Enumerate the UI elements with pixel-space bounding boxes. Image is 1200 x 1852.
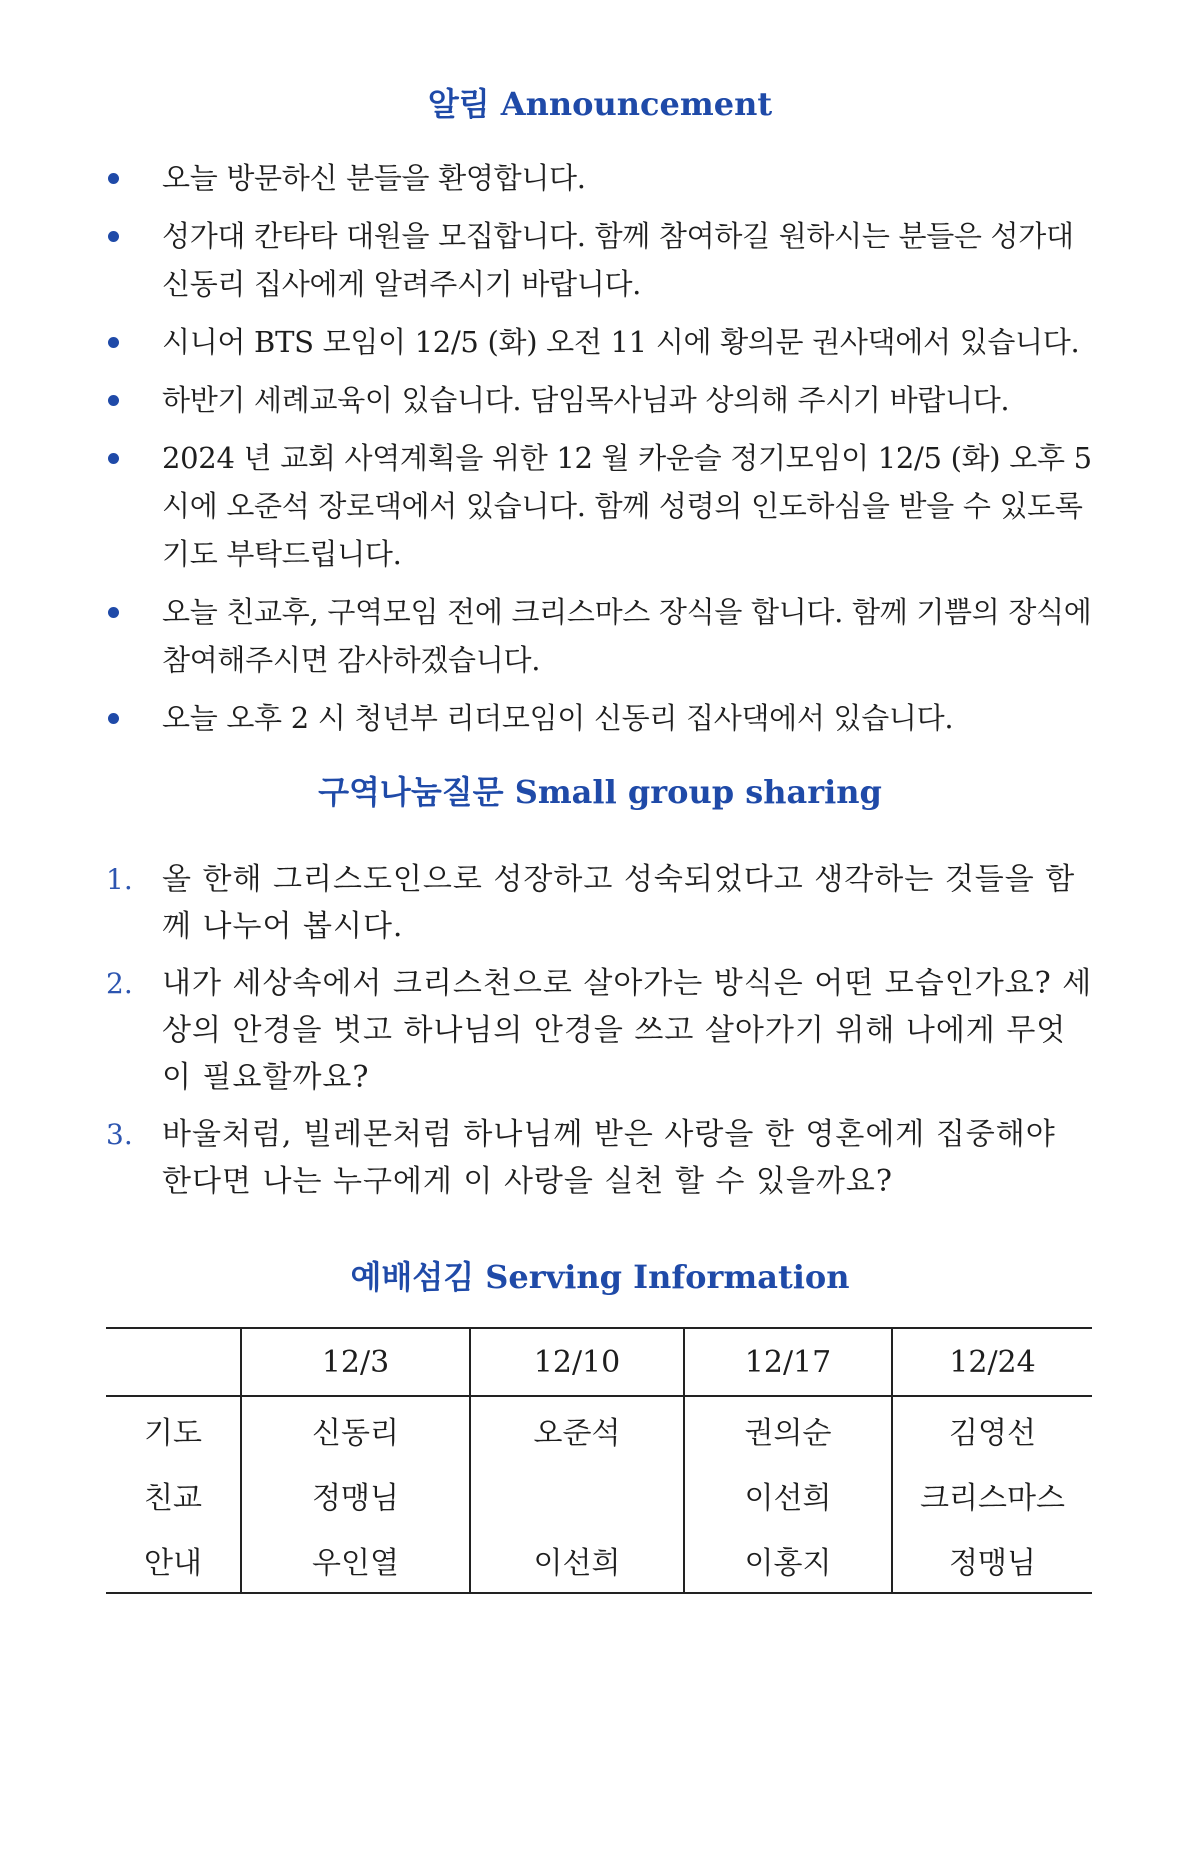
role-cell: 안내 <box>144 1545 202 1581</box>
serving-cell: 우인열 <box>241 1527 470 1593</box>
announcement-text: 성가대 칸타타 대원을 모집합니다. 함께 참여하길 원하시는 분들은 성가대 신동리 집사에게 알려주시기 바랍니다. <box>162 219 1074 301</box>
serving-cell: 이선희 <box>684 1462 892 1527</box>
announcement-item <box>106 376 1094 424</box>
announcement-text: 하반기 세례교육이 있습니다. 담임목사님과 상의해 주시기 바랍니다. <box>162 383 1010 417</box>
serving-table <box>106 1327 1092 1594</box>
sharing-title: 구역나눔질문 Small group sharing <box>318 773 882 811</box>
serving-cell: 정맹님 <box>241 1462 470 1527</box>
announcement-item <box>106 588 1094 684</box>
sharing-question <box>106 960 1094 1101</box>
question-text: 바울처럼, 빌레몬처럼 하나님께 받은 사랑을 한 영혼에게 집중해야 한다면 나는 누구에게 이 사랑을 실천 할 수 있을까요? <box>162 1117 1056 1199</box>
serving-cell: 크리스마스 <box>892 1462 1092 1527</box>
announcement-item <box>106 212 1094 308</box>
role-cell: 기도 <box>144 1415 202 1451</box>
announcement-text: 오늘 친교후, 구역모임 전에 크리스마스 장식을 합니다. 함께 기쁨의 장식에 참여해주시면 감사하겠습니다. <box>162 595 1092 677</box>
bullet-dot-icon <box>108 337 119 348</box>
serving-cell: 권의순 <box>684 1396 892 1462</box>
question-text: 올 한해 그리스도인으로 성장하고 성숙되었다고 생각하는 것들을 함께 나누어 봅시다. <box>162 862 1076 944</box>
announcement-item <box>106 434 1094 578</box>
serving-row <box>106 1462 1092 1527</box>
serving-cell: 이선희 <box>470 1527 684 1593</box>
question-number: 3. <box>106 1118 133 1151</box>
announcement-item <box>106 154 1094 202</box>
bullet-dot-icon <box>108 713 119 724</box>
announcement-list <box>106 154 1094 742</box>
date-header: 12/3 <box>241 1328 470 1396</box>
announcement-title: 알림 Announcement <box>427 85 773 123</box>
announcement-text: 오늘 오후 2 시 청년부 리더모임이 신동리 집사댁에서 있습니다. <box>162 701 954 735</box>
serving-header-row <box>106 1328 1092 1396</box>
question-number: 1. <box>106 863 133 896</box>
role-cell: 친교 <box>144 1480 202 1516</box>
date-header: 12/17 <box>684 1328 892 1396</box>
serving-cell: 김영선 <box>892 1396 1092 1462</box>
sharing-question-list <box>106 856 1094 1205</box>
serving-title: 예배섬김 Serving Information <box>350 1258 850 1296</box>
announcement-item <box>106 694 1094 742</box>
bullet-dot-icon <box>108 453 119 464</box>
sharing-question <box>106 1111 1094 1205</box>
serving-cell <box>470 1462 684 1527</box>
announcement-text: 2024 년 교회 사역계획을 위한 12 월 카운슬 정기모임이 12/5 (화) 오후 5 시에 오준석 장로댁에서 있습니다. 함께 성령의 인도하심을 받을 수 있도록 기도 부탁드립니다. <box>162 441 1092 571</box>
question-text: 내가 세상속에서 크리스천으로 살아가는 방식은 어떤 모습인가요? 세상의 안경을 벗고 하나님의 안경을 쓰고 살아가기 위해 나에게 무엇이 필요할까요? <box>162 966 1093 1095</box>
bullet-dot-icon <box>108 607 119 618</box>
question-number: 2. <box>106 967 133 1000</box>
header-cell-empty <box>106 1328 241 1396</box>
bullet-dot-icon <box>108 395 119 406</box>
bullet-dot-icon <box>108 231 119 242</box>
serving-row <box>106 1396 1092 1462</box>
serving-cell: 신동리 <box>241 1396 470 1462</box>
date-header: 12/10 <box>470 1328 684 1396</box>
date-header: 12/24 <box>892 1328 1092 1396</box>
announcement-text: 오늘 방문하신 분들을 환영합니다. <box>162 161 586 195</box>
serving-cell: 이홍지 <box>684 1527 892 1593</box>
sharing-question <box>106 856 1094 950</box>
serving-cell: 정맹님 <box>892 1527 1092 1593</box>
serving-row <box>106 1527 1092 1593</box>
announcement-item <box>106 318 1094 366</box>
announcement-text: 시니어 BTS 모임이 12/5 (화) 오전 11 시에 황의문 권사댁에서 있습니다. <box>162 325 1080 359</box>
bullet-dot-icon <box>108 173 119 184</box>
serving-cell: 오준석 <box>470 1396 684 1462</box>
